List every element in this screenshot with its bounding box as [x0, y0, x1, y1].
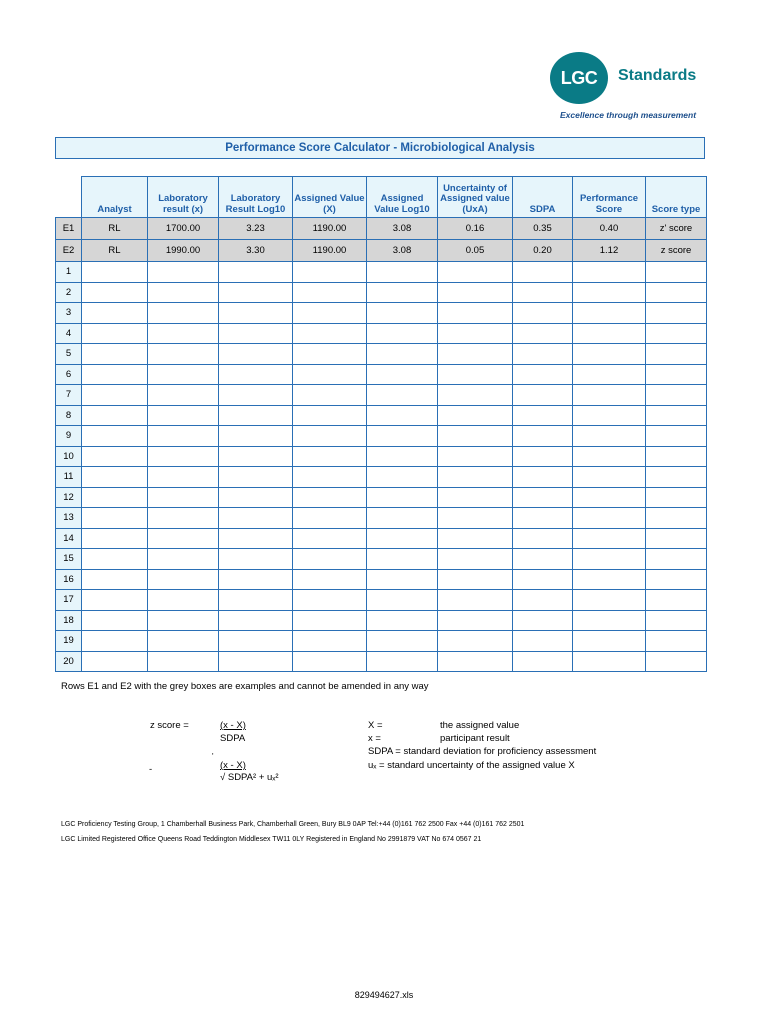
input-cell[interactable]: [82, 344, 148, 365]
input-cell[interactable]: [148, 508, 219, 529]
input-cell[interactable]: [646, 262, 707, 283]
row-label: 18: [56, 610, 82, 631]
input-cell[interactable]: [573, 446, 646, 467]
input-cell[interactable]: [573, 631, 646, 652]
legend-value-participant: participant result: [440, 733, 510, 744]
input-cell[interactable]: [82, 569, 148, 590]
input-cell[interactable]: [513, 549, 573, 570]
input-cell[interactable]: [148, 631, 219, 652]
input-cell[interactable]: [82, 282, 148, 303]
z-prime-numerator: (x - X): [220, 760, 246, 771]
input-cell[interactable]: [438, 508, 513, 529]
z-prime-denominator: √ SDPA² + uₓ²: [220, 772, 279, 783]
z-score-denominator: SDPA: [220, 733, 246, 744]
input-cell[interactable]: [219, 364, 293, 385]
input-cell[interactable]: [148, 487, 219, 508]
input-cell[interactable]: [219, 610, 293, 631]
column-header-performance-score: Performance Score: [573, 177, 646, 218]
input-cell[interactable]: [219, 282, 293, 303]
input-cell[interactable]: [293, 303, 367, 324]
example-cell: 3.30: [219, 240, 293, 262]
input-cell[interactable]: [82, 631, 148, 652]
column-header-sdpa: SDPA: [513, 177, 573, 218]
input-cell[interactable]: [148, 282, 219, 303]
row-label: 13: [56, 508, 82, 529]
input-cell[interactable]: [367, 262, 438, 283]
input-cell[interactable]: [367, 344, 438, 365]
input-cell[interactable]: [219, 528, 293, 549]
input-cell[interactable]: [438, 487, 513, 508]
footer-registered-office: LGC Limited Registered Office Queens Road Teddington Middlesex TW11 0LY Registered in England No 2991879 VAT No 674 0567 21: [61, 836, 482, 843]
row-label: E1: [56, 218, 82, 240]
column-header-analyst: Analyst: [82, 177, 148, 218]
row-label: 20: [56, 651, 82, 672]
lgc-logo-mark: LGC: [550, 52, 608, 104]
input-cell[interactable]: [219, 467, 293, 488]
input-cell[interactable]: [646, 323, 707, 344]
input-cell[interactable]: [82, 508, 148, 529]
input-cell[interactable]: [646, 405, 707, 426]
column-header-lab-result: Laboratory result (x): [148, 177, 219, 218]
example-cell: z score: [646, 240, 707, 262]
input-cell[interactable]: [82, 610, 148, 631]
input-cell[interactable]: [82, 323, 148, 344]
input-cell[interactable]: [438, 528, 513, 549]
input-cell[interactable]: [438, 262, 513, 283]
input-cell[interactable]: [573, 405, 646, 426]
input-cell[interactable]: [438, 303, 513, 324]
row-label: 19: [56, 631, 82, 652]
input-cell[interactable]: [82, 262, 148, 283]
input-cell[interactable]: [367, 364, 438, 385]
input-cell[interactable]: [148, 262, 219, 283]
column-header-lab-result-log10: Laboratory Result Log10: [219, 177, 293, 218]
input-cell[interactable]: [573, 426, 646, 447]
input-cell[interactable]: [438, 344, 513, 365]
input-cell[interactable]: [513, 487, 573, 508]
input-cell[interactable]: [293, 426, 367, 447]
input-cell[interactable]: [573, 344, 646, 365]
table-row: [56, 323, 707, 344]
input-cell[interactable]: [82, 528, 148, 549]
input-cell[interactable]: [513, 446, 573, 467]
input-cell[interactable]: [573, 487, 646, 508]
input-cell[interactable]: [148, 385, 219, 406]
row-label: 5: [56, 344, 82, 365]
example-cell: 0.16: [438, 218, 513, 240]
example-cell: 3.08: [367, 218, 438, 240]
input-cell[interactable]: [367, 282, 438, 303]
row-label: 14: [56, 528, 82, 549]
input-cell[interactable]: [573, 385, 646, 406]
input-cell[interactable]: [646, 385, 707, 406]
input-cell[interactable]: [646, 569, 707, 590]
input-cell[interactable]: [148, 405, 219, 426]
input-cell[interactable]: [438, 323, 513, 344]
input-cell[interactable]: [82, 651, 148, 672]
input-cell[interactable]: [367, 467, 438, 488]
input-cell[interactable]: [646, 344, 707, 365]
input-cell[interactable]: [219, 303, 293, 324]
input-cell[interactable]: [293, 405, 367, 426]
input-cell[interactable]: [367, 651, 438, 672]
input-cell[interactable]: [646, 549, 707, 570]
table-row: [56, 590, 707, 611]
row-label: 12: [56, 487, 82, 508]
input-cell[interactable]: [293, 631, 367, 652]
table-row: [56, 549, 707, 570]
input-cell[interactable]: [513, 631, 573, 652]
input-cell[interactable]: [82, 590, 148, 611]
example-cell: 1700.00: [148, 218, 219, 240]
input-cell[interactable]: [219, 487, 293, 508]
input-cell[interactable]: [82, 303, 148, 324]
example-cell: 1190.00: [293, 240, 367, 262]
input-cell[interactable]: [82, 405, 148, 426]
example-cell: z' score: [646, 218, 707, 240]
z-score-numerator: (x - X): [220, 720, 246, 731]
lgc-standards-logo: [550, 52, 710, 122]
input-cell[interactable]: [646, 364, 707, 385]
input-cell[interactable]: [293, 528, 367, 549]
input-cell[interactable]: [293, 364, 367, 385]
input-cell[interactable]: [646, 303, 707, 324]
input-cell[interactable]: [148, 590, 219, 611]
input-cell[interactable]: [82, 487, 148, 508]
input-cell[interactable]: [438, 651, 513, 672]
input-cell[interactable]: [513, 569, 573, 590]
input-cell[interactable]: [438, 590, 513, 611]
input-cell[interactable]: [148, 651, 219, 672]
input-cell[interactable]: [82, 549, 148, 570]
input-cell[interactable]: [367, 446, 438, 467]
input-cell[interactable]: [513, 508, 573, 529]
table-row: [56, 385, 707, 406]
score-calculator-table: [55, 176, 707, 672]
input-cell[interactable]: [367, 569, 438, 590]
input-cell[interactable]: [573, 528, 646, 549]
row-label: 16: [56, 569, 82, 590]
input-cell[interactable]: [646, 446, 707, 467]
input-cell[interactable]: [646, 631, 707, 652]
input-cell[interactable]: [148, 364, 219, 385]
row-label: 6: [56, 364, 82, 385]
input-cell[interactable]: [573, 508, 646, 529]
examples-note: Rows E1 and E2 with the grey boxes are examples and cannot be amended in any way: [61, 681, 429, 692]
logo-wordmark: Standards: [618, 67, 697, 84]
input-cell[interactable]: [513, 385, 573, 406]
logo-tagline: Excellence through measurement: [560, 110, 697, 120]
row-label: 7: [56, 385, 82, 406]
z-score-label: z score =: [150, 720, 189, 731]
table-row: [56, 426, 707, 447]
input-cell[interactable]: [513, 610, 573, 631]
input-cell[interactable]: [293, 344, 367, 365]
input-cell[interactable]: [438, 631, 513, 652]
input-cell[interactable]: [367, 323, 438, 344]
input-cell[interactable]: [148, 303, 219, 324]
input-cell[interactable]: [367, 549, 438, 570]
input-cell[interactable]: [513, 528, 573, 549]
input-cell[interactable]: [573, 323, 646, 344]
file-name: 829494627.xls: [354, 990, 414, 1000]
input-cell[interactable]: [438, 364, 513, 385]
input-cell[interactable]: [219, 590, 293, 611]
input-cell[interactable]: [293, 385, 367, 406]
input-cell[interactable]: [293, 323, 367, 344]
input-cell[interactable]: [148, 426, 219, 447]
table-row: [56, 467, 707, 488]
input-cell[interactable]: [367, 426, 438, 447]
input-cell[interactable]: [293, 262, 367, 283]
input-cell[interactable]: [573, 467, 646, 488]
input-cell[interactable]: [219, 508, 293, 529]
input-cell[interactable]: [573, 282, 646, 303]
input-cell[interactable]: [513, 426, 573, 447]
input-cell[interactable]: [367, 508, 438, 529]
example-row-e1: [56, 218, 707, 240]
input-cell[interactable]: [573, 651, 646, 672]
input-cell[interactable]: [573, 364, 646, 385]
input-cell[interactable]: [513, 323, 573, 344]
example-cell: 1190.00: [293, 218, 367, 240]
input-cell[interactable]: [82, 446, 148, 467]
input-cell[interactable]: [219, 446, 293, 467]
example-cell: 0.20: [513, 240, 573, 262]
example-cell: 3.08: [367, 240, 438, 262]
input-cell[interactable]: [367, 405, 438, 426]
input-cell[interactable]: [438, 385, 513, 406]
input-cell[interactable]: [148, 569, 219, 590]
page-title: Performance Score Calculator - Microbiological Analysis: [55, 137, 705, 159]
input-cell[interactable]: [82, 364, 148, 385]
input-cell[interactable]: [646, 590, 707, 611]
input-cell[interactable]: [573, 549, 646, 570]
input-cell[interactable]: [219, 426, 293, 447]
column-header-uncertainty: Uncertainty of Assigned value (UxA): [438, 177, 513, 218]
input-cell[interactable]: [438, 426, 513, 447]
input-cell[interactable]: [646, 487, 707, 508]
input-cell[interactable]: [293, 651, 367, 672]
input-cell[interactable]: [293, 282, 367, 303]
input-cell[interactable]: [219, 405, 293, 426]
example-row-e2: [56, 240, 707, 262]
example-cell: 0.40: [573, 218, 646, 240]
column-header-assigned-value-log10: Assigned Value Log10: [367, 177, 438, 218]
input-cell[interactable]: [513, 262, 573, 283]
input-cell[interactable]: [148, 323, 219, 344]
row-label: 15: [56, 549, 82, 570]
input-cell[interactable]: [293, 569, 367, 590]
example-cell: RL: [82, 218, 148, 240]
input-cell[interactable]: [513, 405, 573, 426]
input-cell[interactable]: [646, 282, 707, 303]
input-cell[interactable]: [646, 610, 707, 631]
legend-key-assigned: X =: [368, 720, 383, 731]
input-cell[interactable]: [219, 344, 293, 365]
input-cell[interactable]: [438, 282, 513, 303]
column-header-assigned-value: Assigned Value (X): [293, 177, 367, 218]
z-prime-dash: -: [149, 764, 153, 775]
input-cell[interactable]: [293, 508, 367, 529]
table-row: [56, 528, 707, 549]
table-header-row: [56, 177, 707, 218]
table-row: [56, 508, 707, 529]
example-cell: 1.12: [573, 240, 646, 262]
row-label: 9: [56, 426, 82, 447]
input-cell[interactable]: [148, 344, 219, 365]
input-cell[interactable]: [148, 549, 219, 570]
input-cell[interactable]: [438, 569, 513, 590]
example-cell: 0.05: [438, 240, 513, 262]
row-label: 11: [56, 467, 82, 488]
input-cell[interactable]: [82, 467, 148, 488]
input-cell[interactable]: [573, 610, 646, 631]
input-cell[interactable]: [646, 651, 707, 672]
table-row: [56, 405, 707, 426]
footer-address: LGC Proficiency Testing Group, 1 Chamberhall Business Park, Chamberhall Green, Bury BL9 0AP Tel:+44 (0)161 762 2500 Fax +44 (0)161 762 2501: [61, 821, 525, 828]
input-cell[interactable]: [219, 651, 293, 672]
input-cell[interactable]: [367, 528, 438, 549]
input-cell[interactable]: [367, 303, 438, 324]
input-cell[interactable]: [367, 610, 438, 631]
input-cell[interactable]: [513, 364, 573, 385]
input-cell[interactable]: [573, 262, 646, 283]
example-cell: 3.23: [219, 218, 293, 240]
row-label: 17: [56, 590, 82, 611]
input-cell[interactable]: [513, 467, 573, 488]
input-cell[interactable]: [219, 262, 293, 283]
input-cell[interactable]: [82, 426, 148, 447]
input-cell[interactable]: [293, 467, 367, 488]
input-cell[interactable]: [293, 446, 367, 467]
table-row: [56, 651, 707, 672]
input-cell[interactable]: [367, 590, 438, 611]
input-cell[interactable]: [148, 610, 219, 631]
header-corner: [56, 177, 82, 218]
input-cell[interactable]: [293, 549, 367, 570]
input-cell[interactable]: [646, 508, 707, 529]
input-cell[interactable]: [573, 569, 646, 590]
input-cell[interactable]: [438, 610, 513, 631]
table-row: [56, 631, 707, 652]
input-cell[interactable]: [438, 446, 513, 467]
input-cell[interactable]: [219, 385, 293, 406]
table-row: [56, 262, 707, 283]
column-header-score-type: Score type: [646, 177, 707, 218]
table-row: [56, 303, 707, 324]
table-row: [56, 487, 707, 508]
example-cell: RL: [82, 240, 148, 262]
input-cell[interactable]: [219, 631, 293, 652]
input-cell[interactable]: [219, 323, 293, 344]
input-cell[interactable]: [513, 590, 573, 611]
row-label: E2: [56, 240, 82, 262]
input-cell[interactable]: [293, 487, 367, 508]
input-cell[interactable]: [148, 446, 219, 467]
input-cell[interactable]: [573, 303, 646, 324]
input-cell[interactable]: [438, 405, 513, 426]
table-row: [56, 446, 707, 467]
input-cell[interactable]: [367, 487, 438, 508]
input-cell[interactable]: [438, 549, 513, 570]
input-cell[interactable]: [513, 303, 573, 324]
table-row: [56, 610, 707, 631]
table-row: [56, 344, 707, 365]
input-cell[interactable]: [219, 569, 293, 590]
input-cell[interactable]: [219, 549, 293, 570]
row-label: 2: [56, 282, 82, 303]
row-label: 1: [56, 262, 82, 283]
row-label: 10: [56, 446, 82, 467]
legend-key-participant: x =: [368, 733, 381, 744]
input-cell[interactable]: [148, 467, 219, 488]
legend-sdpa: SDPA = standard deviation for proficiency assessment: [368, 746, 597, 757]
row-label: 4: [56, 323, 82, 344]
input-cell[interactable]: [438, 467, 513, 488]
input-cell[interactable]: [646, 528, 707, 549]
table-row: [56, 569, 707, 590]
example-cell: 0.35: [513, 218, 573, 240]
input-cell[interactable]: [293, 590, 367, 611]
input-cell[interactable]: [513, 651, 573, 672]
example-cell: 1990.00: [148, 240, 219, 262]
input-cell[interactable]: [513, 282, 573, 303]
z-prime-tick: ': [212, 752, 214, 761]
input-cell[interactable]: [513, 344, 573, 365]
input-cell[interactable]: [573, 590, 646, 611]
input-cell[interactable]: [367, 385, 438, 406]
input-cell[interactable]: [293, 610, 367, 631]
row-label: 3: [56, 303, 82, 324]
row-label: 8: [56, 405, 82, 426]
table-row: [56, 282, 707, 303]
input-cell[interactable]: [646, 426, 707, 447]
input-cell[interactable]: [367, 631, 438, 652]
legend-value-assigned: the assigned value: [440, 720, 520, 731]
input-cell[interactable]: [646, 467, 707, 488]
table-row: [56, 364, 707, 385]
legend-uncertainty: uₓ = standard uncertainty of the assigned value X: [368, 760, 575, 771]
input-cell[interactable]: [148, 528, 219, 549]
input-cell[interactable]: [82, 385, 148, 406]
